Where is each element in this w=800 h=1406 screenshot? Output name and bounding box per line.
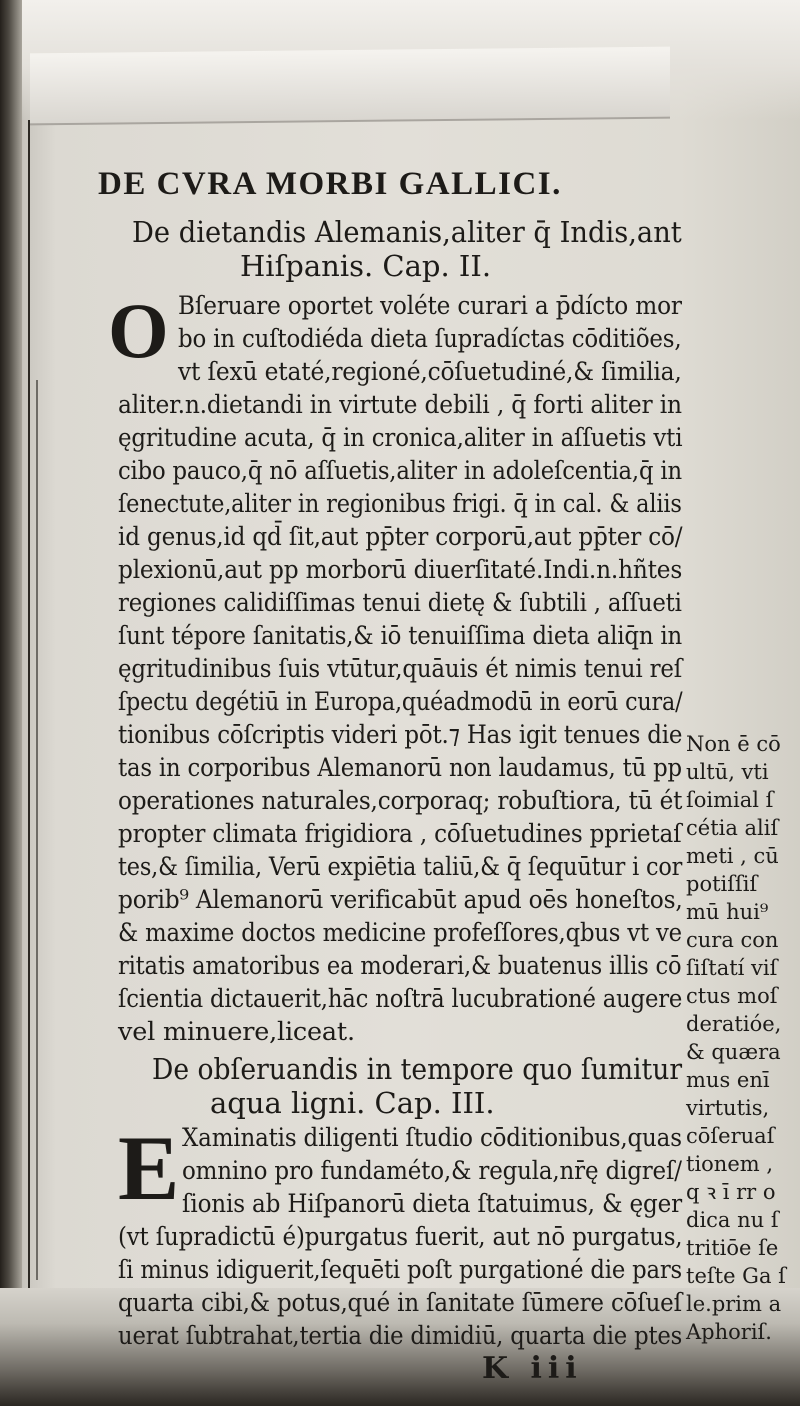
text-line: (vt ſupradictū é)purgatus fuerit, aut nō purgatus, bbox=[118, 1222, 683, 1252]
margin-note: Aphoriſ. bbox=[686, 1320, 772, 1344]
text-line: ęgritudine acuta, q̄ in cronica,aliter in aſſuetis vti bbox=[118, 423, 683, 453]
chapter-title-line: De obſeruandis in tempore quo ſumitur bbox=[152, 1052, 683, 1086]
margin-note: ultū, vti bbox=[686, 760, 769, 784]
chapter-title-line: Hiſpanis. Cap. II. bbox=[240, 249, 492, 283]
margin-note: le.prim a bbox=[686, 1292, 782, 1316]
text-line: Bſeruare oportet voléte curari a p̄dícto mor bbox=[178, 291, 682, 321]
text-line: bo in cuſtodiéda dieta ſupradíctas cōditiões, bbox=[178, 324, 682, 354]
text-line: tes,& ſimilia, Verū expiētia taliū,& q̄ ſequūtur i cor bbox=[118, 852, 683, 882]
text-line: tas in corporibus Alemanorū non laudamus, tū pp bbox=[118, 753, 682, 783]
text-line: uerat ſubtrahat,tertia die dimidiū, quarta die ptes bbox=[118, 1321, 683, 1351]
margin-note: & quæra bbox=[686, 1040, 781, 1064]
drop-cap-initial: O bbox=[108, 287, 169, 374]
margin-note: tritiōe ſe bbox=[686, 1236, 779, 1260]
text-line: ſi minus idiguerit,ſequēti poſt purgationé die pars bbox=[118, 1255, 682, 1285]
margin-note: deratióe, bbox=[686, 1012, 782, 1036]
text-line: ſpectu degétiū in Europa,quéadmodū in eorū cura/ bbox=[118, 687, 683, 717]
margin-note: dica nu ſ bbox=[686, 1208, 779, 1232]
margin-note: cura con bbox=[686, 928, 779, 952]
text-line: id genus,id qd̄ ſit,aut pp̄ter corporū,aut pp̄ter cō/ bbox=[118, 522, 683, 552]
margin-note: mus enī bbox=[686, 1068, 770, 1092]
margin-note: ctus moſ bbox=[686, 984, 778, 1008]
text-line: ſunt tépore ſanitatis,& iō tenuiſſima dieta aliq̄n in bbox=[118, 621, 683, 651]
chapter-title-line: De dietandis Alemanis,aliter q̄ Indis,ant bbox=[132, 215, 682, 249]
margin-note: virtutis, bbox=[686, 1096, 770, 1120]
text-line: propter climata frigidiora , cōſuetudines pprietaſ bbox=[118, 819, 682, 849]
text-line: ſcientia dictauerit,hāc noſtrā lucubrationé augere bbox=[118, 984, 683, 1014]
text-line: vt ſexū etaté,regioné,cōſuetudiné,& ſimilia, bbox=[178, 357, 682, 387]
text-line: aliter.n.dietandi in virtute debili , q̄ forti aliter in bbox=[118, 390, 682, 420]
margin-note: teſte Ga ſ bbox=[686, 1264, 786, 1288]
text-line: porib⁹ Alemanorū verificabūt apud oēs honeſtos, bbox=[118, 885, 683, 915]
text-line: omnino pro fundaméto,& regula,nr̄ę digreſ/ bbox=[182, 1156, 682, 1186]
page-edge-line bbox=[28, 120, 30, 1300]
margin-note: potiſſiſ bbox=[686, 872, 758, 896]
binding-gutter bbox=[0, 0, 22, 1406]
text-line: regiones calidiſſimas tenui dietę & ſubtili , aſſueti bbox=[118, 588, 682, 618]
text-line: tionibus cōſcriptis videri pōt.⁊ Has igit tenues die bbox=[118, 720, 683, 750]
text-line: & maxime doctos medicine profeſſores,qbus vt ve bbox=[118, 918, 682, 948]
signature-mark: K iii bbox=[482, 1351, 583, 1386]
margin-note: ſiſtatí viſ bbox=[686, 956, 778, 980]
margin-note: tionem , bbox=[686, 1152, 774, 1176]
running-head: DE CVRA MORBI GALLICI. bbox=[98, 166, 562, 202]
text-line: quarta cibi,& potus,qué in ſanitate ſūmere cōſueſ bbox=[118, 1288, 682, 1318]
page-edge-line bbox=[36, 380, 38, 1280]
chapter-title-line: aqua ligni. Cap. III. bbox=[210, 1086, 495, 1120]
margin-note: q ꝛ ī rr o bbox=[686, 1180, 776, 1204]
torn-paper-scrap bbox=[30, 47, 670, 126]
text-line: ſenectute,aliter in regionibus frigi. q̄ in cal. & aliis bbox=[118, 489, 682, 519]
text-line: operationes naturales,corporaq; robuſtiora, tū ét bbox=[118, 786, 683, 816]
text-line: cibo pauco,q̄ nō aſſuetis,aliter in adoleſcentia,q̄ in bbox=[118, 456, 682, 486]
margin-note: cōſeruaſ bbox=[686, 1124, 775, 1148]
margin-note: cétia aliſ bbox=[686, 816, 779, 840]
margin-note: meti , cū bbox=[686, 844, 779, 868]
text-line: Xaminatis diligenti ſtudio cōditionibus,quas bbox=[182, 1123, 682, 1153]
text-line: vel minuere,liceat. bbox=[118, 1017, 355, 1047]
margin-note: ſoimial ſ bbox=[686, 788, 774, 812]
margin-note: Non ē cō bbox=[686, 732, 781, 756]
margin-note: mū hui⁹ bbox=[686, 900, 769, 924]
text-line: ęgritudinibus ſuis vtūtur,quāuis ét nimis tenui reſ bbox=[118, 654, 683, 684]
drop-cap-initial: E bbox=[118, 1117, 180, 1219]
text-line: ſionis ab Hiſpanorū dieta ſtatuimus, & ęger bbox=[182, 1189, 682, 1219]
text-line: plexionū,aut pp morborū diuerſitaté.Indi.n.hñtes bbox=[118, 555, 683, 585]
text-line: ritatis amatoribus ea moderari,& buatenus illis cō bbox=[118, 951, 682, 981]
